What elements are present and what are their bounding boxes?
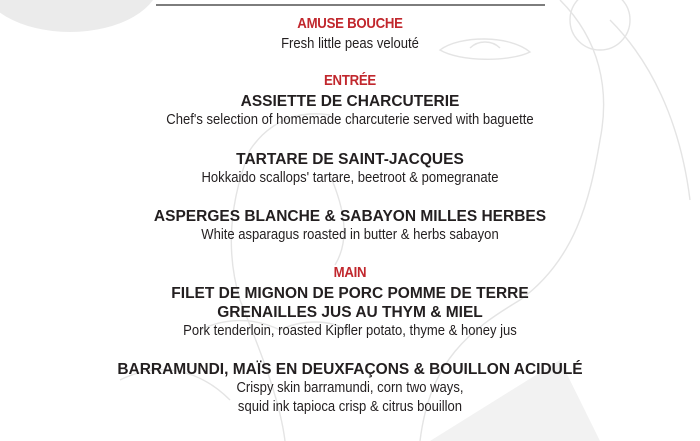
dish-name: ASSIETTE DE CHARCUTERIE (240, 93, 460, 110)
dish-name: BARRAMUNDI, MAÏS EN DEUXFAÇONS & BOUILLON ACIDULÉ (117, 361, 583, 378)
dish-description: Chef's selection of homemade charcuterie served with baguette (166, 112, 534, 128)
dish-description: Crispy skin barramundi, corn two ways, (236, 380, 464, 396)
dish-name: ASPERGES BLANCHE & SABAYON MILLES HERBES (153, 208, 547, 225)
dish-name-line-2: GRENAILLES JUS AU THYM & MIEL (217, 304, 483, 321)
dish-name: FILET DE MIGNON DE PORC POMME DE TERRE (171, 285, 529, 302)
dish-description: White asparagus roasted in butter & herbs sabayon (201, 227, 499, 243)
dish-name: TARTARE DE SAINT-JACQUES (236, 151, 464, 168)
amuse-bouche-description: Fresh little peas velouté (281, 36, 419, 52)
main-heading: MAIN (333, 264, 367, 281)
top-divider (156, 4, 545, 6)
dish-description: Hokkaido scallops' tartare, beetroot & pomegranate (201, 170, 499, 186)
dish-description-line-2: squid ink tapioca crisp & citrus bouillon (237, 399, 463, 415)
entree-heading: ENTRÉE (324, 72, 376, 89)
dish-description: Pork tenderloin, roasted Kipfler potato, thyme & honey jus (183, 323, 517, 339)
amuse-bouche-heading: AMUSE BOUCHE (297, 15, 403, 32)
